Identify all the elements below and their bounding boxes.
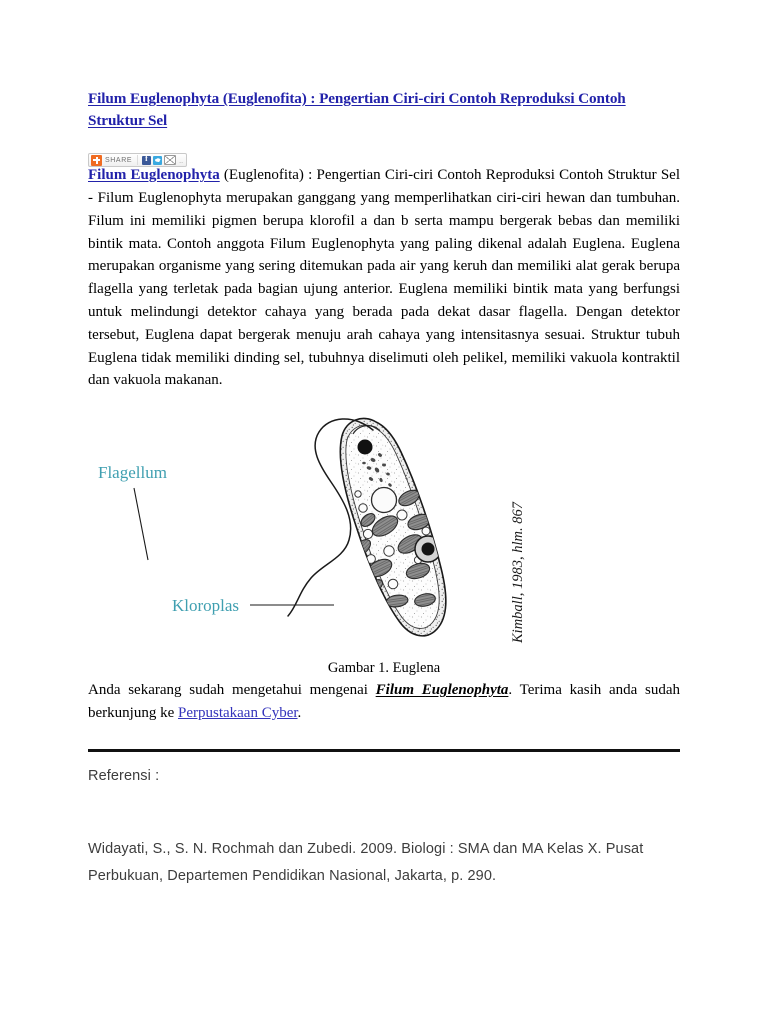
flagellum-leader-line xyxy=(134,488,148,560)
lead-keyword-link[interactable]: Filum Euglenophyta xyxy=(88,167,220,184)
addthis-plus-icon xyxy=(91,155,102,166)
figure-caption: Gambar 1. Euglena xyxy=(327,660,441,677)
twitter-icon[interactable] xyxy=(153,156,162,165)
section-divider xyxy=(88,749,680,752)
closing-paragraph xyxy=(88,679,680,725)
closing-text-before: Anda sekarang sudah mengetahui mengenai xyxy=(88,682,376,699)
email-icon[interactable] xyxy=(164,155,176,165)
facebook-icon[interactable] xyxy=(142,156,151,165)
references-heading: Referensi : xyxy=(88,767,160,784)
share-label: SHARE xyxy=(105,156,133,164)
perpustakaan-cyber-link[interactable]: Perpustakaan Cyber xyxy=(177,704,298,721)
contractile-vacuole xyxy=(372,488,397,513)
nucleus xyxy=(415,536,441,562)
kloroplas-label: Kloroplas xyxy=(172,596,240,616)
closing-emphasis: Filum Euglenophyta xyxy=(375,682,509,699)
eyespot-stigma xyxy=(358,440,373,455)
closing-text-middle: . Terima kasih anda sudah berkunjung ke xyxy=(88,682,680,721)
page-title[interactable]: Filum Euglenophyta (Euglenofita) : Pengertian Ciri-ciri Contoh Reproduksi Contoh Struktur Sel xyxy=(88,90,626,129)
article-content xyxy=(88,88,680,889)
figure-source-credit: Kimball, 1983, hlm. 867 xyxy=(510,502,526,644)
more-options-icon[interactable]: .. xyxy=(179,158,184,166)
flagellum-label: Flagellum xyxy=(98,463,167,483)
euglena-figure xyxy=(88,408,680,658)
closing-text-after: . xyxy=(297,704,302,721)
euglena-diagram xyxy=(88,408,680,658)
article-body-text: (Euglenofita) : Pengertian Ciri-ciri Contoh Reproduksi Contoh Struktur Sel - Filum Euglenophyta merupakan ganggang yang memperlihatkan ciri-ciri hewan dan tumbuhan. Filum ini memiliki pigmen berupa klorofil a dan b serta mampu bergerak bebas dan memiliki bintik mata. Contoh anggota Filum Euglenophyta yang paling dikenal adalah Euglena. Euglena merupakan organisme yang sering ditemukan pada air yang keruh dan memiliki alat gerak berupa flagella yang terletak pada bagian ujung anterior. Euglena memiliki bintik mata yang berfungsi untuk melindungi detektor cahaya yang berada pada dekat dasar flagella. Dengan detektor tersebut, Euglena dapat bergerak menuju arah cahaya yang intensitasnya sesuai. Struktur tubuh Euglena tidak memiliki dinding sel, tubuhnya diselimuti oleh pelikel, memiliki vakuola kontraktil dan vakuola makanan. xyxy=(88,167,680,389)
article-paragraph xyxy=(88,164,680,392)
reference-entry: Widayati, S., S. N. Rochmah dan Zubedi. 2009. Biologi : SMA dan MA Kelas X. Pusat Perbukuan, Departemen Pendidikan Nasional, Jakarta, p. 290. xyxy=(88,840,644,884)
